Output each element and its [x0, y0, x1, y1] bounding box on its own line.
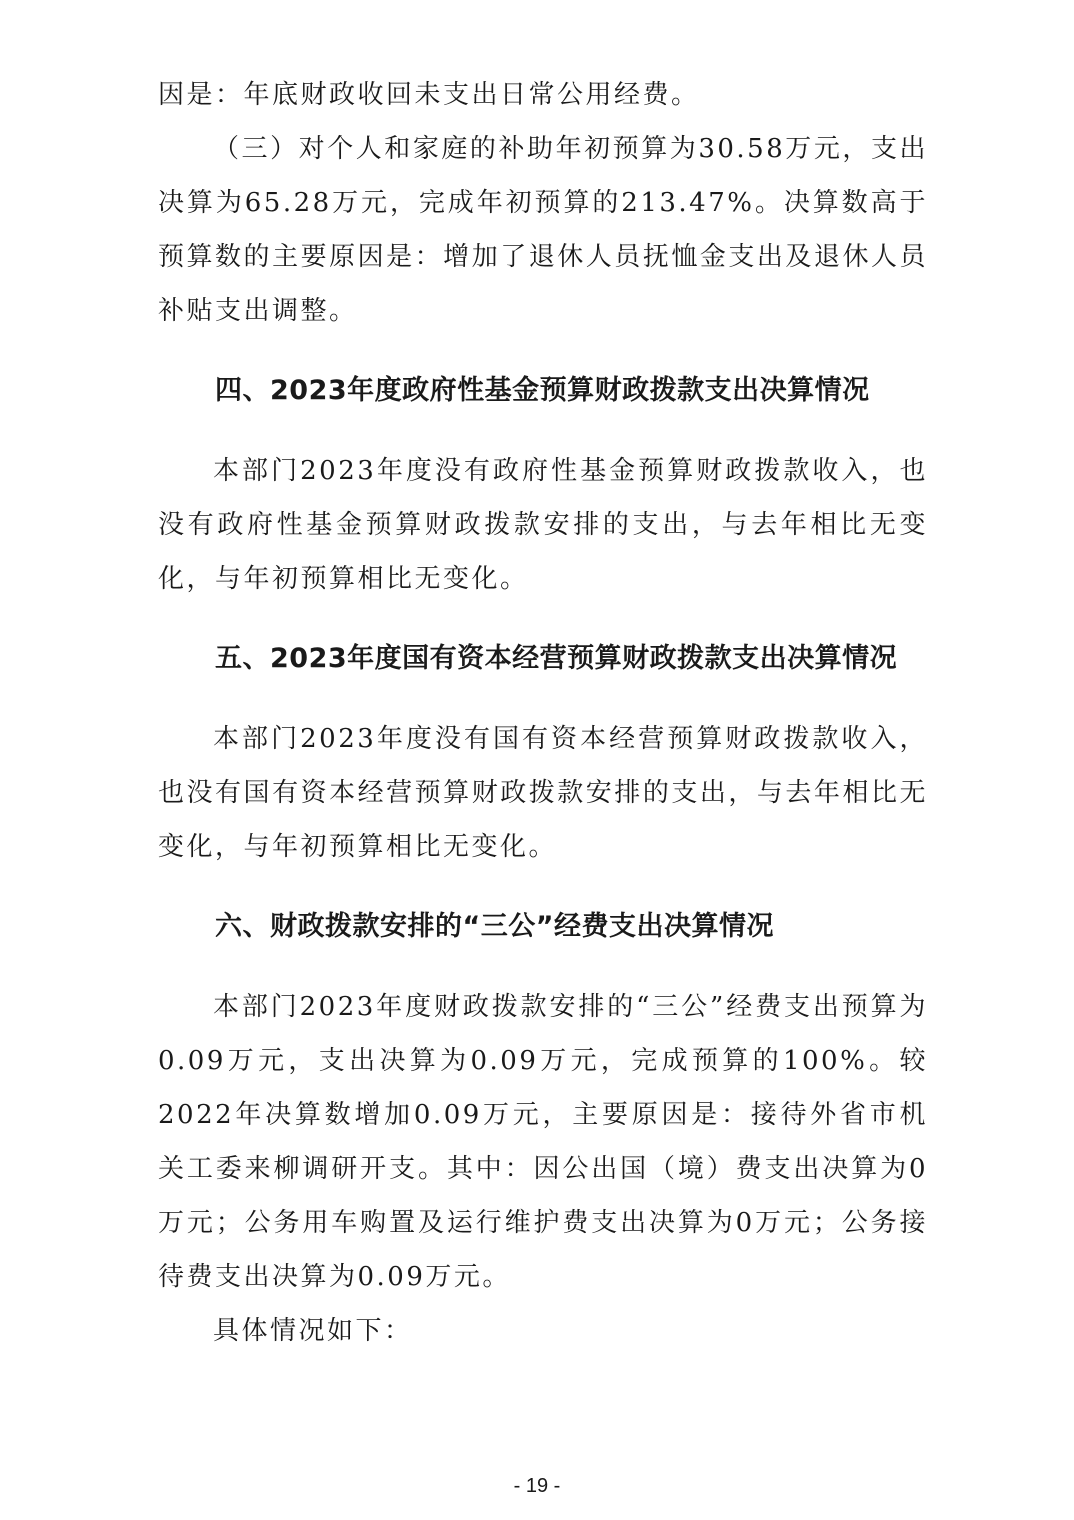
paragraph-three-public-expenses: 本部门2023年度财政拨款安排的“三公”经费支出预算为0.09万元，支出决算为0.09万元，完成预算的100%。较2022年决算数增加0.09万元，主要原因是：接待外省市机关工委来柳调研开支。其中：因公出国（境）费支出决算为0万元；公务用车购置及运行维护费支出决算为0万元；公务接待费支出决算为0.09万元。 [158, 992, 928, 1292]
section-heading-three-public: 六、财政拨款安排的“三公”经费支出决算情况 [215, 911, 774, 942]
paragraph-personal-family-subsidy: （三）对个人和家庭的补助年初预算为30.58万元，支出决算为65.28万元，完成年初预算的213.47%。决算数高于预算数的主要原因是：增加了退休人员抚恤金支出及退休人员补贴支出调整。 [158, 134, 928, 326]
paragraph-continuation: 因是：年底财政收回未支出日常公用经费。 [158, 80, 700, 110]
section-heading-government-fund: 四、2023年度政府性基金预算财政拨款支出决算情况 [215, 375, 870, 406]
document-body [158, 68, 928, 1358]
paragraph-details-intro: 具体情况如下： [213, 1316, 413, 1346]
page-number: - 19 - [513, 1475, 561, 1497]
paragraph-government-fund: 本部门2023年度没有政府性基金预算财政拨款收入，也没有政府性基金预算财政拨款安排的支出，与去年相比无变化，与年初预算相比无变化。 [158, 456, 928, 594]
section-heading-state-capital: 五、2023年度国有资本经营预算财政拨款支出决算情况 [215, 643, 898, 674]
paragraph-state-capital: 本部门2023年度没有国有资本经营预算财政拨款收入，也没有国有资本经营预算财政拨款安排的支出，与去年相比无变化，与年初预算相比无变化。 [158, 724, 928, 862]
